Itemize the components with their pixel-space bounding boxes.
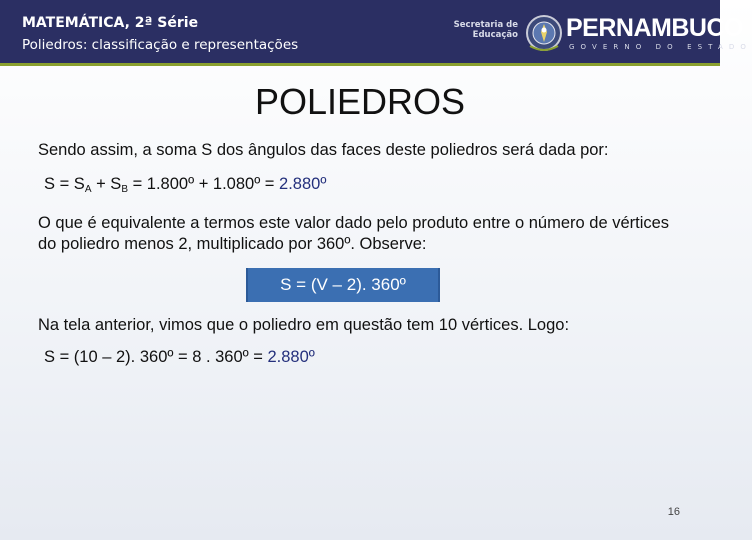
slide-title: POLIEDROS (254, 81, 466, 122)
course-title: MATEMÁTICA, 2ª Série (22, 15, 199, 31)
eq1-prefix: S = S (44, 175, 85, 193)
eq1-rest: = 1.800º + 1.080º = (127, 175, 280, 193)
eq1-result: 2.880º (279, 175, 327, 193)
formula-box: S = (V – 2). 360º (246, 268, 440, 302)
eq2-text: S = (10 – 2). 360º = 8 . 360º = (44, 348, 268, 366)
header-bar (0, 0, 752, 66)
eq1-sub-b: B (121, 184, 128, 195)
state-logo-subtitle: GOVERNO DO ESTADO (569, 43, 752, 51)
eq1-mid: + S (91, 175, 122, 193)
intro-paragraph: Sendo assim, a soma S dos ângulos das faces deste poliedros será dada por: (38, 141, 609, 159)
previous-screen-paragraph: Na tela anterior, vimos que o poliedro em questão tem 10 vértices. Logo: (38, 316, 570, 334)
lesson-subtitle: Poliedros: classificação e representações (22, 37, 299, 53)
secretaria-line-1: Secretaria de (453, 20, 518, 30)
state-logo-name: PERNAMBUCO (566, 14, 743, 42)
state-seal-icon (524, 12, 564, 54)
eq2-result: 2.880º (267, 348, 315, 366)
eq1-sub-a: A (84, 184, 92, 195)
sum-equation (44, 174, 326, 195)
page-number: 16 (667, 506, 680, 518)
result-equation (44, 347, 315, 368)
explanation-paragraph: O que é equivalente a termos este valor dado pelo produto entre o número de vértices do poliedro menos 2, multiplicado por 360º. Observe: (38, 214, 670, 253)
secretaria-logo-text (452, 20, 518, 40)
secretaria-line-2: Educação (472, 30, 518, 40)
